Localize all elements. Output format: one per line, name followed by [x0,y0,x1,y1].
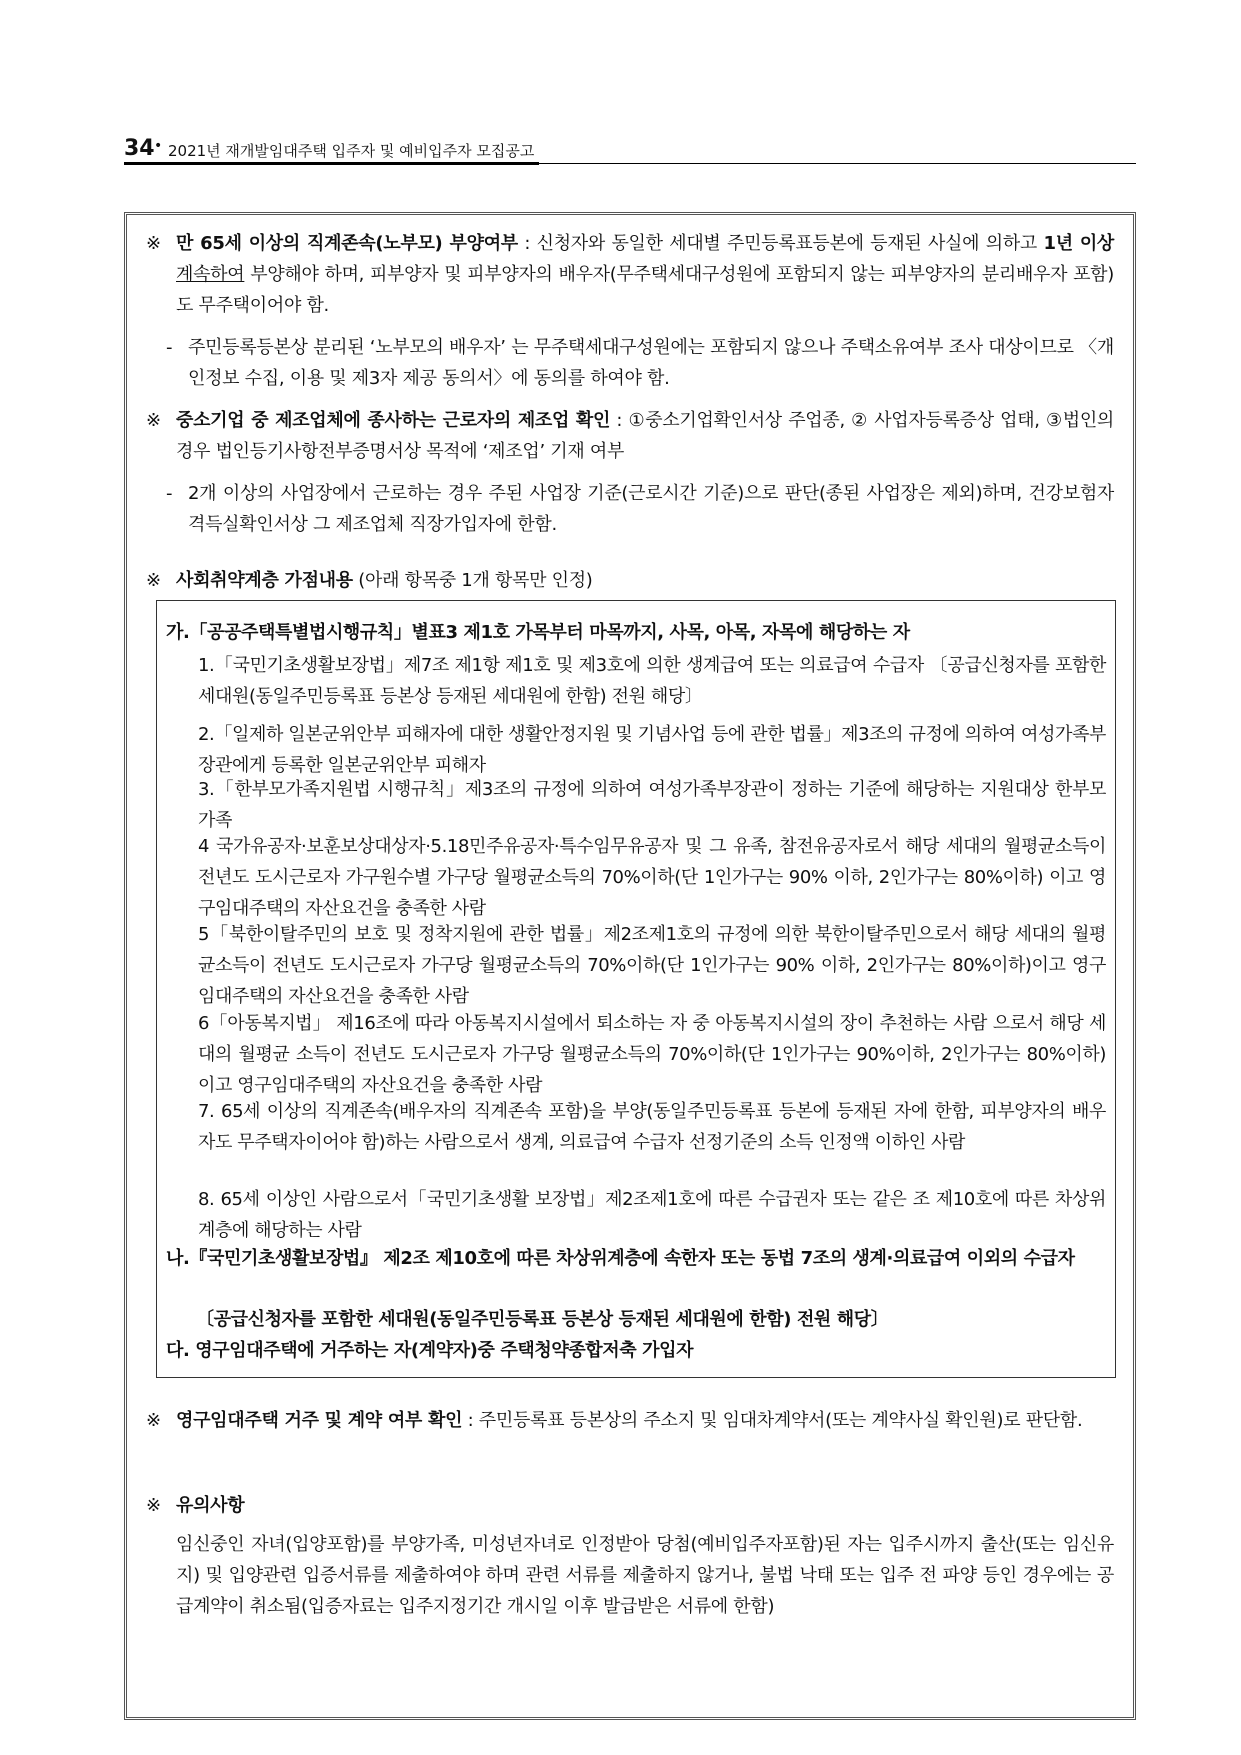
criteria-item-1: 1.「국민기초생활보장법」제7조 제1항 제1호 및 제3호에 의한 생계급여 또는 의료급여 수급자 〔공급신청자를 포함한 세대원(동일주민등록표 등본상 등재된 세대원에 한함) 전원 해당〕 [198,655,1106,707]
header-rule-thin [539,163,1136,164]
note4-text: : 주민등록표 등본상의 주소지 및 임대차계약서(또는 계약사실 확인원)로 판단함. [462,1410,1083,1431]
header-rule-thick [124,162,539,165]
note2-dash: - [166,483,173,504]
note1-dash: - [166,337,173,358]
note5-heading: 유의사항 [176,1495,245,1516]
criteria-item-5: 5「북한이탈주민의 보호 및 정착지원에 관한 법률」제2조제1호의 규정에 의한 북한이탈주민으로서 해당 세대의 월평균소득이 전년도 도시근로자 가구당 월평균소득의 70%이하(단 1인가구는 90% 이하, 2인가구는 80%이하)이고 영구임대주택의 자산요건을 충족한 사람 [198,924,1106,1007]
criteria-na-sub: 〔공급신청자를 포함한 세대원(동일주민등록표 등본상 등재된 세대원에 한함) 전원 해당〕 [196,1309,889,1330]
note3-paragraph [176,565,1114,597]
criteria-ga: 가.「공공주택특별법시행규칙」별표3 제1호 가목부터 마목까지, 사목, 아목, 자목에 해당하는 자 [166,622,910,643]
header-bullet: • [154,138,163,154]
note1-heading: 만 65세 이상의 직계존속(노부모) 부양여부 [176,233,518,254]
note3-mark: ※ [146,570,161,591]
note2-text: : ①중소기업확인서상 주업종, ② 사업자등록증상 업태, ③법인의 경우 법인등기사항전부증명서상 목적에 ‘제조업’ 기재 여부 [176,410,1114,462]
note3-text: (아래 항목중 1개 항목만 인정) [352,570,593,591]
document-title: 2021년 재개발임대주택 입주자 및 예비입주자 모집공고 [168,142,535,160]
criteria-item-8: 8. 65세 이상인 사람으로서「국민기초생활 보장법」제2조제1호에 따른 수급권자 또는 같은 조 제10호에 따른 차상위계층에 해당하는 사람 [198,1189,1106,1241]
criteria-item-6: 6「아동복지법」 제16조에 따라 아동복지시설에서 퇴소하는 자 중 아동복지시설의 장이 추천하는 사람 으로서 해당 세대의 월평균 소득이 전년도 도시근로자 가구당 월평균소득의 70%이하(단 1인가구는 90%이하, 2인가구는 80%이하)이고 영구임대주택의 자산요건을 충족한 사람 [198,1013,1106,1096]
criteria-item-2: 2.「일제하 일본군위안부 피해자에 대한 생활안정지원 및 기념사업 등에 관한 법률」제3조의 규정에 의하여 여성가족부장관에게 등록한 일본군위안부 피해자 [198,724,1106,776]
criteria-item-7: 7. 65세 이상의 직계존속(배우자의 직계존속 포함)을 부양(동일주민등록표 등본에 등재된 자에 한함, 피부양자의 배우자도 무주택자이어야 함)하는 사람으로서 생계, 의료급여 수급자 선정기준의 소득 인정액 이하인 사람 [198,1101,1106,1153]
page-number: 34 [124,136,155,161]
note1-duration: 1년 이상 [1043,233,1114,254]
note1-text-b: 부양해야 하며, 피부양자 및 피부양자의 배우자(무주택세대구성원에 포함되지 않는 피부양자의 분리배우자 포함)도 무주택이어야 함. [176,264,1114,316]
note2-mark: ※ [146,410,161,431]
criteria-item-4: 4 국가유공자·보훈보상대상자·5.18민주유공자·특수임무유공자 및 그 유족, 참전유공자로서 해당 세대의 월평균소득이 전년도 도시근로자 가구원수별 가구당 월평균소득의 70%이하(단 1인가구는 90% 이하, 2인가구는 80%이하) 이고 영구임대주택의 자산요건을 충족한 사람 [198,836,1106,919]
criteria-na: 나.『국민기초생활보장법』 제2조 제10호에 따른 차상위계층에 속한자 또는 동법 7조의 생계·의료급여 이외의 수급자 [166,1248,1075,1269]
note1-text-a: : 신청자와 동일한 세대별 주민등록표등본에 등재된 사실에 의하고 [517,233,1044,254]
criteria-item-3: 3.「한부모가족지원법 시행규칙」제3조의 규정에 의하여 여성가족부장관이 정하는 기준에 해당하는 지원대상 한부모가족 [198,779,1106,831]
note1-mark: ※ [146,233,161,254]
note5-body: 임신중인 자녀(입양포함)를 부양가족, 미성년자녀로 인정받아 당첨(예비입주자포함)된 자는 입주시까지 출산(또는 임신유지) 및 입양관련 입증서류를 제출하여야 하며 관련 서류를 제출하지 않거나, 불법 낙태 또는 입주 전 파양 등인 경우에는 공급계약이 취소됨(입증자료는 입주지정기간 개시일 이후 발급받은 서류에 한함) [176,1534,1114,1617]
note4-heading: 영구임대주택 거주 및 계약 여부 확인 [176,1410,463,1431]
note1-subpoint: 주민등록등본상 분리된 ‘노부모의 배우자’ 는 무주택세대구성원에는 포함되지 않으나 주택소유여부 조사 대상이므로 〈개인정보 수집, 이용 및 제3자 제공 동의서〉에 동의를 하여야 함. [188,337,1114,389]
criteria-da: 다. 영구임대주택에 거주하는 자(계약자)중 주택청약종합저축 가입자 [166,1340,694,1361]
note1-continuous: 계속하여 [176,264,245,285]
note1-paragraph [176,228,1114,323]
note5-mark: ※ [146,1495,161,1516]
note2-paragraph [176,405,1114,469]
note2-subpoint: 2개 이상의 사업장에서 근로하는 경우 주된 사업장 기준(근로시간 기준)으로 판단(종된 사업장은 제외)하며, 건강보험자격득실확인서상 그 제조업체 직장가입자에 한함. [188,483,1114,535]
note3-heading: 사회취약계층 가점내용 [176,570,353,591]
note4-mark: ※ [146,1410,161,1431]
page-header [124,132,1136,166]
note2-heading: 중소기업 중 제조업체에 종사하는 근로자의 제조업 확인 [176,410,611,431]
note4-paragraph [176,1405,1114,1469]
